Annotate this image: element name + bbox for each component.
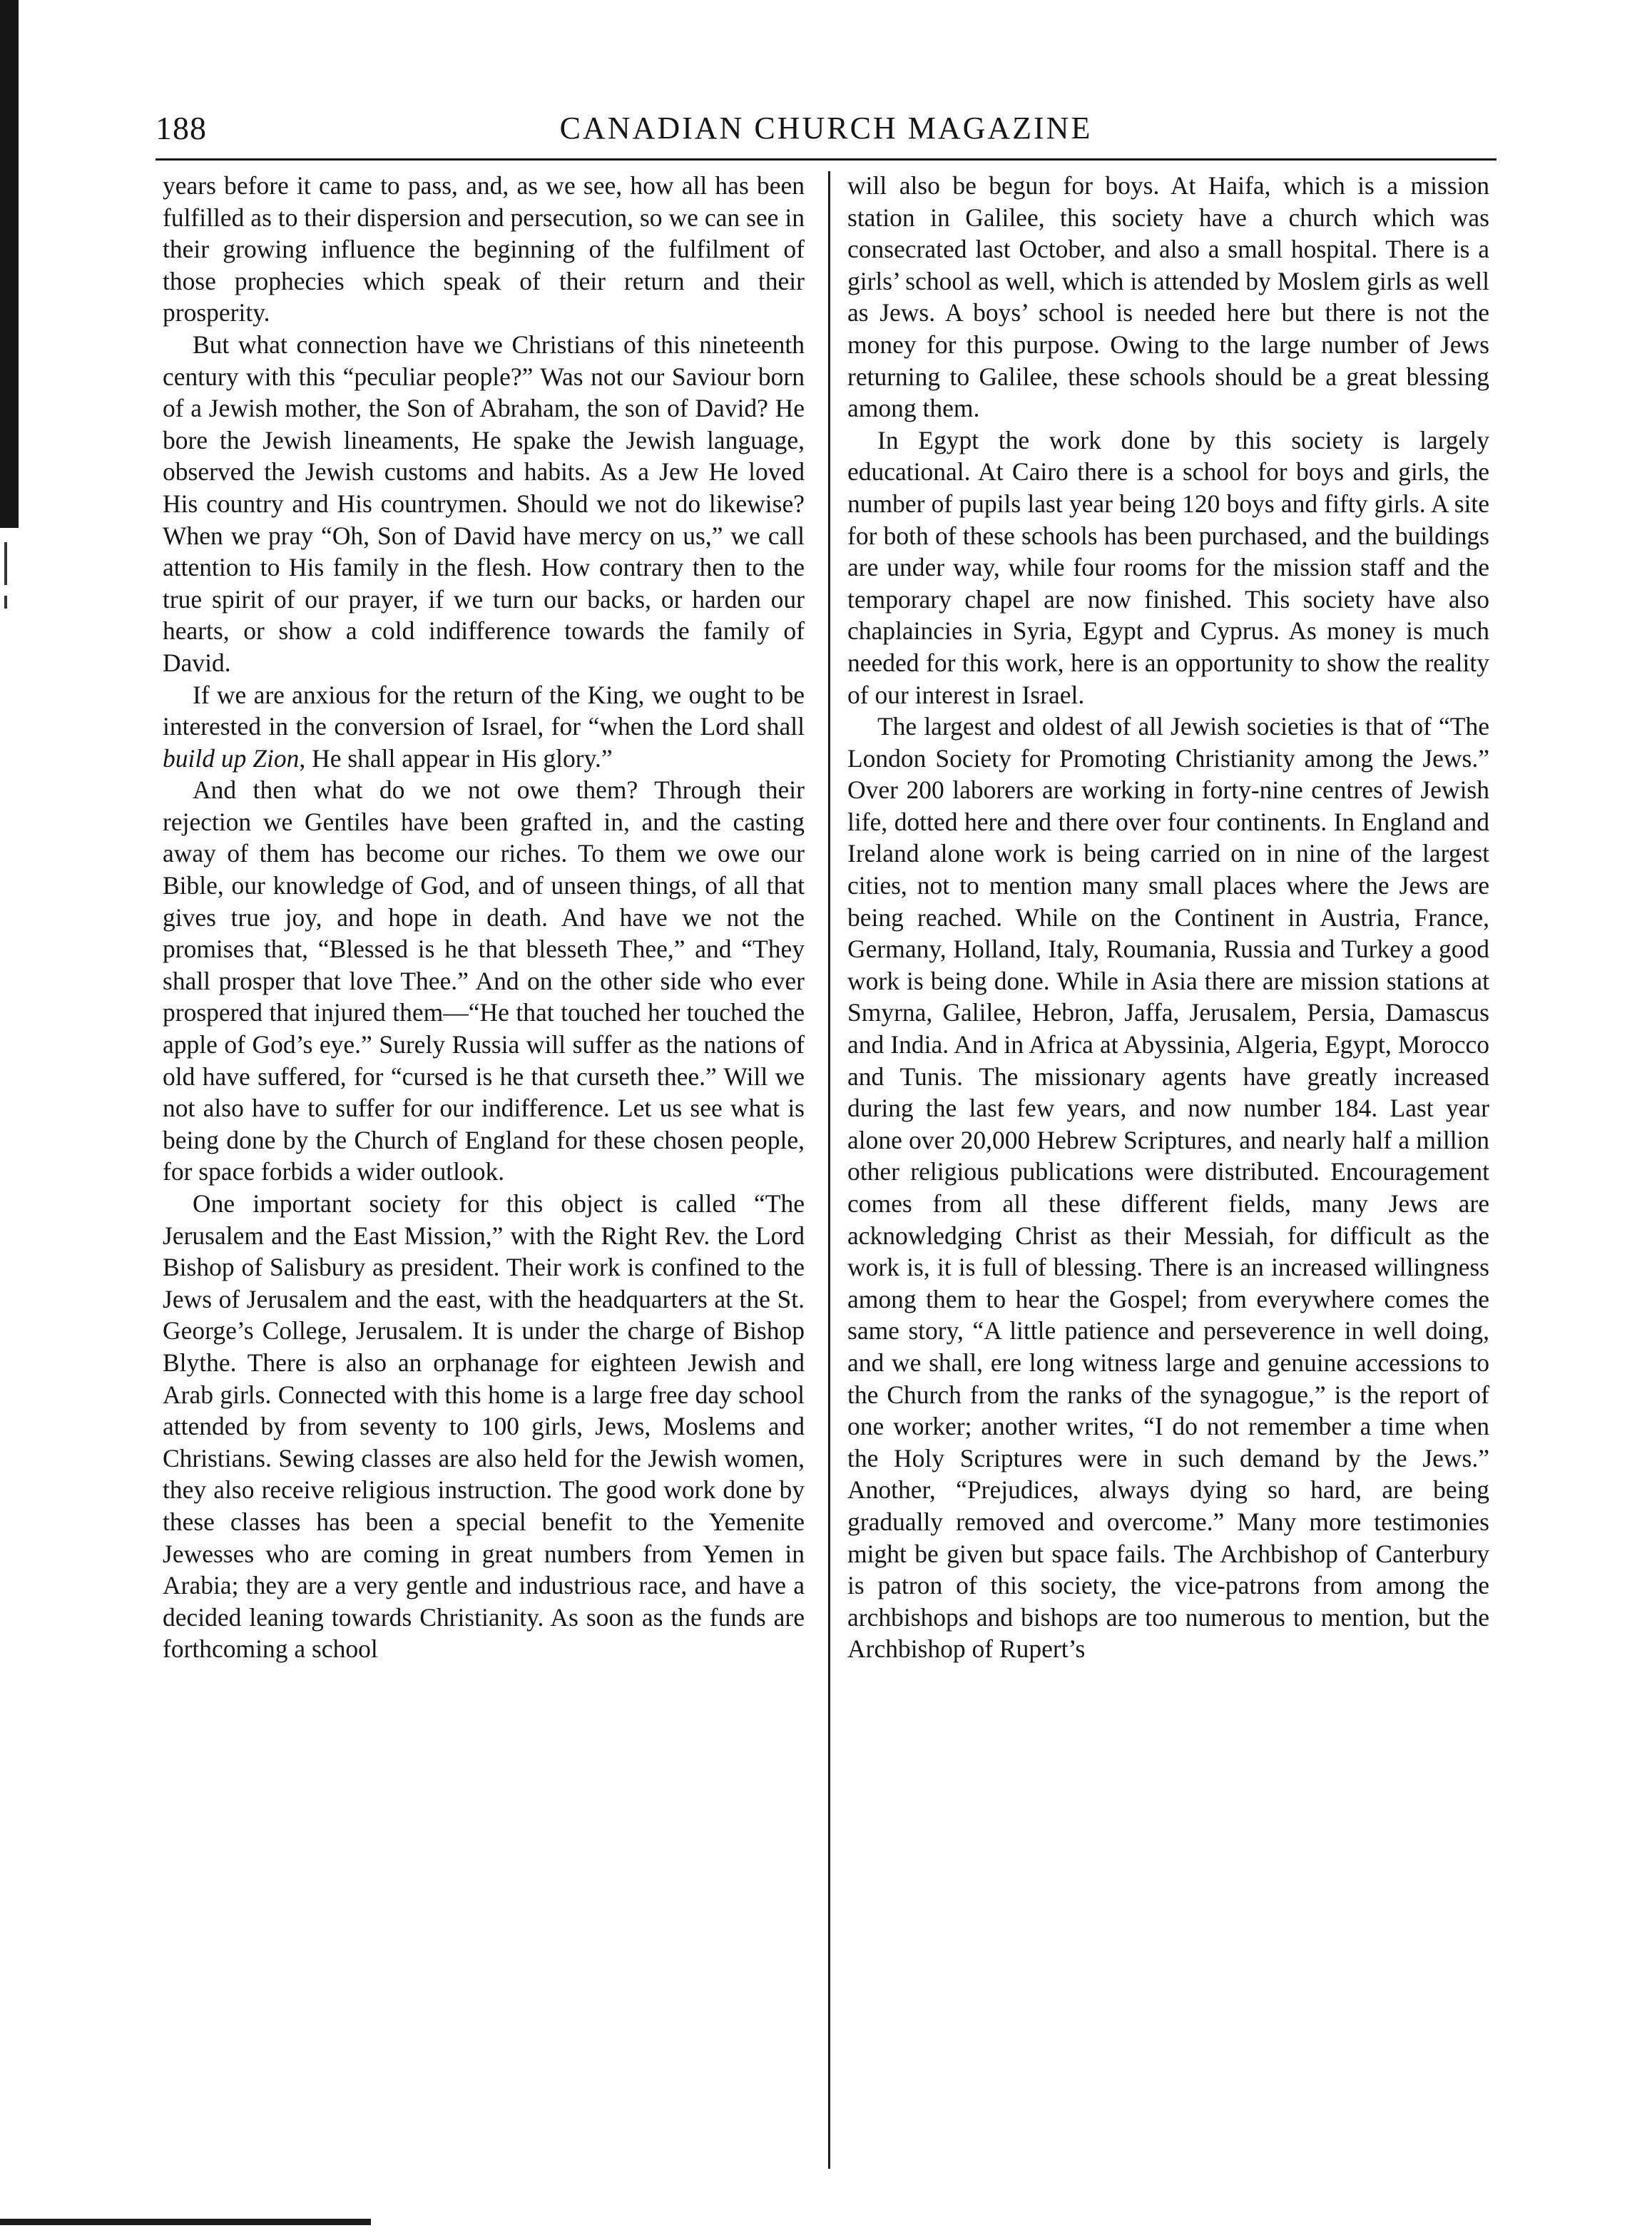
paragraph-text: If we are anxious for the return of the King, we ought to be interested in the conversion of Israel, for “when the Lord shall (163, 680, 805, 741)
scan-edge-left (0, 0, 19, 528)
page-header (155, 107, 1497, 150)
running-title: CANADIAN CHURCH MAGAZINE (559, 111, 1093, 146)
page-number: 188 (155, 110, 207, 146)
scan-mark (4, 596, 7, 609)
scan-edge-bottom (0, 2219, 371, 2225)
scan-mark (4, 542, 7, 585)
header-rule (155, 158, 1497, 161)
paragraph: will also be begun for boys. At Haifa, which is a mission station in Galilee, this society have a church which was consecrated last October, and also a small hospital. There is a girls’ school as well, which is attended by Moslem girls as well as Jews. A boys’ school is needed here but there is not the money for this purpose. Owing to the large number of Jews returning to Galilee, these schools should be a great blessing among them. (847, 171, 1489, 423)
left-column (163, 170, 805, 2192)
right-column (847, 170, 1489, 2192)
paragraph: But what connection have we Christians of this nineteenth century with this “peculiar people?” Was not our Saviour born of a Jewish mother, the Son of Abraham, the son of David? He bore the Jewish lineaments, He spake the Jewish language, observed the Jewish customs and habits. As a Jew He loved His country and His countrymen. Should we not do likewise? When we pray “Oh, Son of David have mercy on us,” we call attention to His family in the flesh. How contrary then to the true spirit of our prayer, if we turn our backs, or harden our hearts, or show a cold indifference towards the family of David. (163, 330, 805, 677)
paragraph: And then what do we not owe them? Through their rejection we Gentiles have been grafted in, and the casting away of them has become our riches. To them we owe our Bible, our knowledge of God, and of unseen things, of all that gives true joy, and hope in death. And have we not the promises that, “Blessed is he that blesseth Thee,” and “They shall prosper that love Thee.” And on the other side who ever prospered that injured them—“He that touched her touched the apple of God’s eye.” Surely Russia will suffer as the nations of old have suffered, for “cursed is he that curseth thee.” Will we not also have to suffer for our indifference. Let us see what is being done by the Church of England for these chosen people, for space forbids a wider outlook. (163, 775, 805, 1186)
paragraph-text: , He shall appear in His glory.” (299, 743, 613, 773)
paragraph: years before it came to pass, and, as we see, how all has been fulfilled as to their dispersion and persecution, so we can see in their growing influence the beginning of the fulfilment of those prophecies which speak of their return and their prosperity. (163, 171, 805, 327)
paragraph: One important society for this object is called “The Jerusalem and the East Mission,” with the Right Rev. the Lord Bishop of Salisbury as president. Their work is confined to the Jews of Jerusalem and the east, with the headquarters at the St. George’s College, Jerusalem. It is under the charge of Bishop Blythe. There is also an orphanage for eighteen Jewish and Arab girls. Connected with this home is a large free day school attended by from seventy to 100 girls, Jews, Moslems and Christians. Sewing classes are also held for the Jewish women, they also receive religious instruction. The good work done by these classes has been a special benefit to the Yemenite Jewesses who are coming in great numbers from Yemen in Arabia; they are a very gentle and industrious race, and have a decided leaning towards Christianity. As soon as the funds are forthcoming a school (163, 1189, 805, 1664)
paragraph: In Egypt the work done by this society is largely educational. At Cairo there is a school for boys and girls, the number of pupils last year being 120 boys and fifty girls. A site for both of these schools has been purchased, and the buildings are under way, while four rooms for the mission staff and the temporary chapel are now finished. This society have also chaplaincies in Syria, Egypt and Cyprus. As money is much needed for this work, here is an opportunity to show the reality of our interest in Israel. (847, 425, 1489, 709)
scripture-quote-italic: build up Zion (163, 743, 300, 773)
column-divider (828, 171, 830, 2169)
paragraph: The largest and oldest of all Jewish societies is that of “The London Society for Promoting Christianity among the Jews.” Over 200 laborers are working in forty-nine centres of Jewish life, dotted here and there over four continents. In England and Ireland alone work is being carried on in nine of the largest cities, not to mention many small places where the Jews are being reached. While on the Continent in Austria, France, Germany, Holland, Italy, Roumania, Russia and Turkey a good work is being done. While in Asia there are mission stations at Smyrna, Galilee, Hebron, Jaffa, Jerusalem, Persia, Damascus and India. And in Africa at Abyssinia, Algeria, Egypt, Morocco and Tunis. The missionary agents have greatly increased during the last few years, and now number 184. Last year alone over 20,000 Hebrew Scriptures, and nearly half a million other religious publications were distributed. Encouragement comes from all these different fields, many Jews are acknowledging Christ as their Messiah, for difficult as the work is, it is full of blessing. There is an increased willingness among them to hear the Gospel; from everywhere comes the same story, “A little patience and perseverence in well doing, and we shall, ere long witness large and genuine accessions to the Church from the ranks of the synagogue,” is the report of one worker; another writes, “I do not remember a time when the Holy Scriptures were in such demand by the Jews.” Another, “Prejudices, always dying so hard, are being gradually removed and overcome.” Many more testimonies might be given but space fails. The Archbishop of Canterbury is patron of this society, the vice-patrons from among the archbishops and bishops are too numerous to mention, but the Archbishop of Rupert’s (847, 712, 1489, 1664)
paragraph (163, 679, 805, 775)
